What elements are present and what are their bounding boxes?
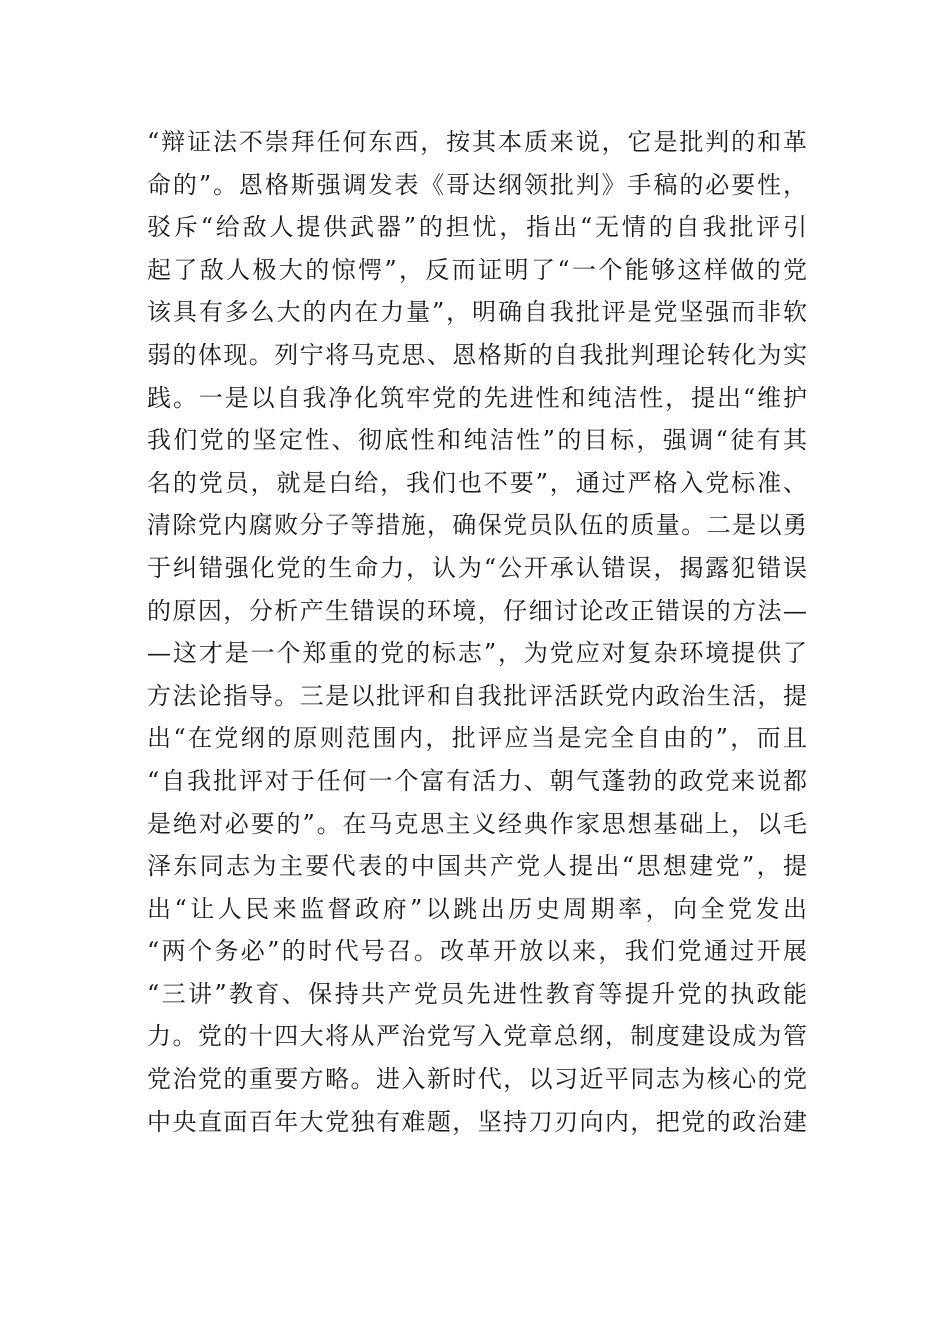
body-paragraph bbox=[147, 121, 807, 1143]
text-line-8: 我们党的坚定性、彻底性和纯洁性”的目标，强调“徒有其 bbox=[147, 426, 807, 455]
text-line-22: 力。党的十四大将从严治党写入党章总纲，制度建设成为管 bbox=[147, 1022, 807, 1051]
text-line-6: 弱的体现。列宁将马克思、恩格斯的自我批判理论转化为实 bbox=[147, 340, 807, 369]
text-line-18: 泽东同志为主要代表的中国共产党人提出“思想建党”，提 bbox=[147, 852, 807, 881]
text-line-20: “两个务必”的时代号召。改革开放以来，我们党通过开展 bbox=[147, 937, 807, 966]
text-line-7: 践。一是以自我净化筑牢党的先进性和纯洁性，提出“维护 bbox=[147, 383, 807, 412]
text-line-3: 驳斥“给敌人提供武器”的担忧，指出“无情的自我批评引 bbox=[147, 213, 807, 242]
text-line-5: 该具有多么大的内在力量”，明确自我批评是党坚强而非软 bbox=[147, 298, 807, 327]
text-line-16: “自我批评对于任何一个富有活力、朝气蓬勃的政党来说都 bbox=[147, 766, 807, 795]
text-line-19: 出“让人民来监督政府”以跳出历史周期率，向全党发出 bbox=[147, 894, 807, 923]
text-line-11: 于纠错强化党的生命力，认为“公开承认错误，揭露犯错误 bbox=[147, 553, 807, 582]
text-line-9: 名的党员，就是白给，我们也不要”，通过严格入党标准、 bbox=[147, 468, 807, 497]
text-line-23: 党治党的重要方略。进入新时代，以习近平同志为核心的党 bbox=[147, 1065, 807, 1094]
text-line-21: “三讲”教育、保持共产党员先进性教育等提升党的执政能 bbox=[147, 979, 807, 1008]
text-line-4: 起了敌人极大的惊愕”，反而证明了“一个能够这样做的党 bbox=[147, 255, 807, 284]
text-line-14: 方法论指导。三是以批评和自我批评活跃党内政治生活，提 bbox=[147, 681, 807, 710]
text-line-17: 是绝对必要的”。在马克思主义经典作家思想基础上，以毛 bbox=[147, 809, 807, 838]
text-line-24: 中央直面百年大党独有难题，坚持刀刃向内，把党的政治建 bbox=[147, 1107, 807, 1136]
text-line-12: 的原因，分析产生错误的环境，仔细讨论改正错误的方法— bbox=[147, 596, 807, 625]
text-line-15: 出“在党纲的原则范围内，批评应当是完全自由的”，而且 bbox=[147, 724, 807, 753]
text-line-13: —这才是一个郑重的党的标志”，为党应对复杂环境提供了 bbox=[147, 639, 807, 668]
text-line-1: “辩证法不崇拜任何东西，按其本质来说，它是批判的和革 bbox=[147, 128, 807, 156]
text-line-2: 命的”。恩格斯强调发表《哥达纲领批判》手稿的必要性， bbox=[147, 170, 807, 199]
text-line-10: 清除党内腐败分子等措施，确保党员队伍的质量。二是以勇 bbox=[147, 511, 807, 540]
